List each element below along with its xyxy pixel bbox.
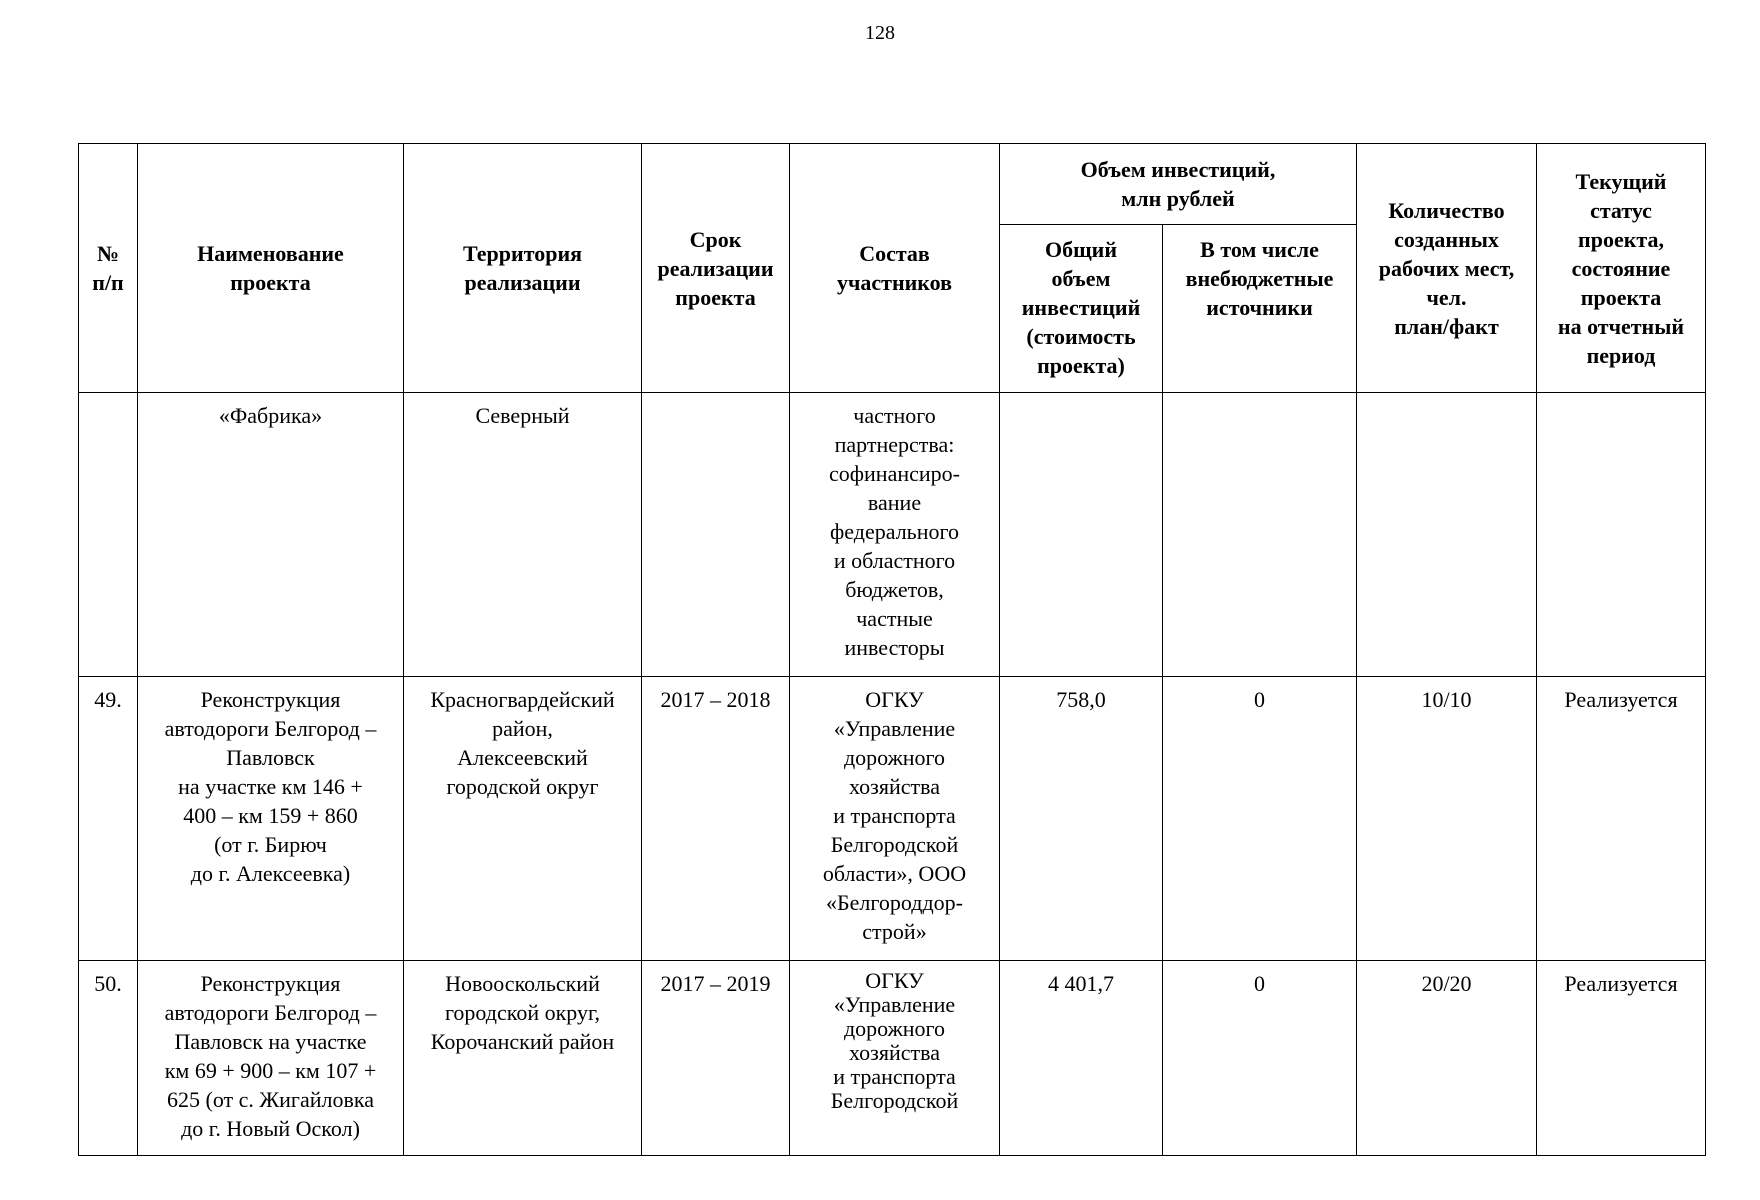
cell-participants: частного партнерства: софинансиро- вание федерального и областного бюджетов, частные инвесторы — [790, 393, 1000, 677]
cell-name: Реконструкция автодороги Белгород – Павловск на участке км 146 + 400 – км 159 + 860 (от г. Бирюч до г. Алексеевка) — [138, 677, 404, 961]
header-territory: Территория реализации — [404, 144, 642, 393]
cell-status — [1537, 393, 1706, 677]
cell-jobs: 20/20 — [1357, 961, 1537, 1156]
cell-num: 49. — [79, 677, 138, 961]
header-investment-group: Объем инвестиций, млн рублей — [1000, 144, 1357, 225]
cell-extra: 0 — [1163, 961, 1357, 1156]
cell-status: Реализуется — [1537, 961, 1706, 1156]
cell-num: 50. — [79, 961, 138, 1156]
cell-name: «Фабрика» — [138, 393, 404, 677]
cell-name: Реконструкция автодороги Белгород – Павловск на участке км 69 + 900 – км 107 + 625 (от с. Жигайловка до г. Новый Оскол) — [138, 961, 404, 1156]
cell-num — [79, 393, 138, 677]
cell-territory: Северный — [404, 393, 642, 677]
header-participants: Состав участников — [790, 144, 1000, 393]
header-name: Наименование проекта — [138, 144, 404, 393]
header-investment-total: Общий объем инвестиций (стоимость проекта) — [1000, 225, 1163, 393]
cell-total: 4 401,7 — [1000, 961, 1163, 1156]
header-num: № п/п — [79, 144, 138, 393]
cell-participants: ОГКУ «Управление дорожного хозяйства и транспорта Белгородской области», ООО «Белгороддор- строй» — [790, 677, 1000, 961]
cell-participants: ОГКУ «Управление дорожного хозяйства и транспорта Белгородской — [790, 961, 1000, 1156]
header-investment-extra: В том числе внебюджетные источники — [1163, 225, 1357, 393]
table-row — [79, 677, 1706, 961]
cell-jobs — [1357, 393, 1537, 677]
cell-term: 2017 – 2018 — [642, 677, 790, 961]
cell-status: Реализуется — [1537, 677, 1706, 961]
header-term: Срок реализации проекта — [642, 144, 790, 393]
header-jobs: Количество созданных рабочих мест, чел. план/факт — [1357, 144, 1537, 393]
cell-extra — [1163, 393, 1357, 677]
investment-projects-table — [78, 143, 1706, 1156]
cell-jobs: 10/10 — [1357, 677, 1537, 961]
cell-territory: Новооскольский городской округ, Корочанский район — [404, 961, 642, 1156]
cell-total: 758,0 — [1000, 677, 1163, 961]
cell-term — [642, 393, 790, 677]
cell-extra: 0 — [1163, 677, 1357, 961]
table-row — [79, 961, 1706, 1156]
table-row — [79, 393, 1706, 677]
cell-territory: Красногвардейский район, Алексеевский городской округ — [404, 677, 642, 961]
cell-term: 2017 – 2019 — [642, 961, 790, 1156]
header-status: Текущий статус проекта, состояние проекта на отчетный период — [1537, 144, 1706, 393]
cell-total — [1000, 393, 1163, 677]
page-number: 128 — [865, 22, 895, 44]
